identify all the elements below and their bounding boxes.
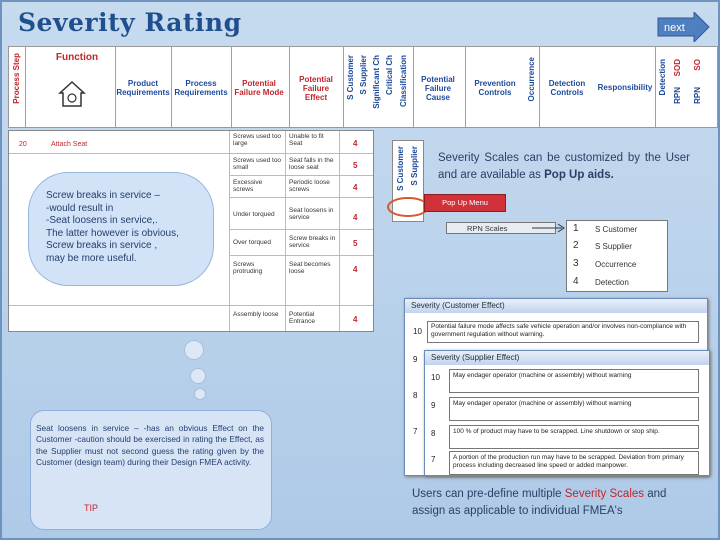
page-title: Severity Rating bbox=[18, 8, 242, 37]
row-7-severity[interactable]: 4 bbox=[353, 315, 358, 324]
bubble-line: The latter however is obvious, bbox=[46, 227, 179, 239]
dialog-row-number: 7 bbox=[413, 427, 418, 436]
header-potential-failure-effect: Potential Failure Effect bbox=[299, 75, 333, 102]
menu-item-detection[interactable] bbox=[567, 274, 667, 291]
fmea-header-sheet bbox=[8, 46, 718, 128]
note-customizable bbox=[438, 150, 690, 184]
note-predefine-suffix: and assign as applicable to individual FMEA's bbox=[412, 488, 667, 517]
bubble-dot bbox=[194, 388, 206, 400]
header-function: Function bbox=[55, 52, 99, 63]
dialog-title: Severity (Supplier Effect) bbox=[425, 351, 709, 365]
arrow-right-icon bbox=[532, 222, 568, 234]
header-s-customer: S Customer bbox=[346, 55, 355, 100]
next-button-label[interactable]: next bbox=[664, 22, 685, 34]
header-process-step: Process Step bbox=[12, 53, 21, 104]
tip-text: Seat loosens in service – -has an obvious Effect on the Customer -caution should be exercised in rating the Effect, as the Supplier must not second guess the rating given by the Customer (design team) during their Design FMEA activity. bbox=[36, 423, 264, 467]
dialog-row-text: A portion of the production run may have to be scrapped. Deviation from primary process including decreased line speed or added manpower. bbox=[453, 454, 684, 469]
menu-item-occurrence[interactable] bbox=[567, 256, 667, 273]
severity-scales-menu bbox=[566, 220, 668, 292]
step-number: 20 bbox=[19, 141, 27, 148]
header-classification: Classification bbox=[399, 55, 408, 108]
house-icon bbox=[57, 79, 87, 109]
menu-item-label: Detection bbox=[595, 278, 629, 287]
note-predefine bbox=[412, 486, 692, 520]
row-5-effect: Screw breaks in service bbox=[289, 235, 336, 249]
tip-label: TIP bbox=[84, 503, 99, 513]
dialog-row-number: 9 bbox=[413, 355, 418, 364]
menu-item-label: Occurrence bbox=[595, 260, 637, 269]
header-so: SO bbox=[693, 59, 702, 71]
header-sod: SOD bbox=[673, 59, 682, 77]
row-4-effect: Seat loosens in service bbox=[289, 207, 334, 221]
row-6-effect: Seat becomes loose bbox=[289, 261, 331, 275]
row-5-mode: Over torqued bbox=[233, 239, 271, 246]
row-5-severity[interactable]: 5 bbox=[353, 239, 358, 248]
pop-up-menu-button[interactable]: Pop Up Menu bbox=[424, 194, 506, 212]
menu-item-label: S Customer bbox=[595, 225, 638, 234]
row-4-severity[interactable]: 4 bbox=[353, 213, 358, 222]
step-name: Attach Seat bbox=[51, 141, 88, 148]
row-2-mode: Screws used too small bbox=[233, 157, 282, 171]
header-potential-failure-cause: Potential Failure Cause bbox=[421, 75, 455, 102]
header-occurrence: Occurrence bbox=[527, 57, 536, 102]
row-6-severity[interactable]: 4 bbox=[353, 265, 358, 274]
row-7-mode: Assembly loose bbox=[233, 311, 279, 318]
row-1-mode: Screws used too large bbox=[233, 133, 282, 147]
dialog-row-text: May endager operator (machine or assembly) without warning bbox=[453, 372, 632, 379]
header-prevention-controls: Prevention Controls bbox=[474, 79, 516, 97]
menu-item-number: 3 bbox=[573, 258, 579, 269]
dialog-row-number: 7 bbox=[431, 455, 436, 464]
thought-bubble-text bbox=[46, 190, 206, 265]
header-potential-failure-mode: Potential Failure Mode bbox=[234, 79, 284, 97]
bubble-line: Screw breaks in service , bbox=[46, 240, 158, 251]
header-significant-ch: Significant Ch bbox=[372, 55, 381, 109]
menu-item-number: 2 bbox=[573, 240, 579, 251]
row-2-severity[interactable]: 5 bbox=[353, 161, 358, 170]
row-3-severity[interactable]: 4 bbox=[353, 183, 358, 192]
menu-item-s-supplier[interactable] bbox=[567, 238, 667, 255]
bubble-line: -would result in bbox=[46, 202, 114, 214]
rpn-scales-button[interactable]: RPN Scales bbox=[446, 222, 556, 234]
menu-item-number: 4 bbox=[573, 276, 579, 287]
row-1-severity[interactable]: 4 bbox=[353, 139, 358, 148]
note-predefine-prefix: Users can pre-define multiple bbox=[412, 488, 565, 500]
dialog-row-number: 9 bbox=[431, 401, 436, 410]
row-2-effect: Seat falls in the loose seat bbox=[289, 157, 334, 171]
row-1-effect: Unable to fit Seat bbox=[289, 133, 324, 147]
dialog-row-number: 10 bbox=[431, 373, 440, 382]
note-customizable-bold: Pop Up aids. bbox=[544, 169, 614, 181]
bubble-line: -Seat loosens in service,. bbox=[46, 215, 158, 226]
dialog-row-number: 8 bbox=[431, 429, 436, 438]
dialog-row-text: 100 % of product may have to be scrapped. Line shutdown or stop ship. bbox=[453, 428, 660, 435]
header-process-requirements: Process Requirements bbox=[174, 79, 228, 97]
note-predefine-highlight: Severity Scales bbox=[564, 488, 645, 500]
header-critical-ch: Critical Ch bbox=[385, 55, 394, 96]
header-detection-controls: Detection Controls bbox=[548, 79, 586, 97]
menu-item-label: S Supplier bbox=[595, 242, 632, 251]
header-s-supplier: S Supplier bbox=[359, 55, 368, 95]
dialog-title: Severity (Customer Effect) bbox=[405, 299, 707, 313]
row-6-mode: Screws protruding bbox=[233, 261, 263, 275]
header-detection: Detection bbox=[658, 59, 667, 96]
severity-supplier-dialog bbox=[424, 350, 710, 476]
menu-item-s-customer[interactable] bbox=[567, 221, 667, 238]
dialog-row-text: Potential failure mode affects safe vehicle operation and/or involves non-compliance with government regulation without warning. bbox=[431, 323, 687, 338]
header-responsibility: Responsibility bbox=[597, 83, 653, 92]
row-7-effect: Potential Entrance bbox=[289, 311, 316, 325]
menu-item-number: 1 bbox=[573, 223, 579, 234]
header-rpn-2: RPN bbox=[693, 87, 702, 104]
dialog-row-text: May endager operator (machine or assembly) without warning bbox=[453, 400, 632, 407]
bubble-dot bbox=[184, 340, 204, 360]
column-s-customer: S Customer bbox=[396, 146, 405, 191]
note-customizable-prefix: Severity Scales can be customized by the User and are available as bbox=[438, 152, 690, 181]
dialog-row-number: 8 bbox=[413, 391, 418, 400]
bubble-dot bbox=[190, 368, 206, 384]
bubble-line: may be more useful. bbox=[46, 252, 137, 264]
bubble-line: Screw breaks in service – bbox=[46, 190, 160, 201]
row-4-mode: Under torqued bbox=[233, 211, 275, 218]
row-3-mode: Excessive screws bbox=[233, 179, 263, 193]
column-s-supplier: S Supplier bbox=[410, 146, 419, 186]
row-3-effect: Periodic loose screws bbox=[289, 179, 330, 193]
dialog-row-number: 10 bbox=[413, 327, 422, 336]
header-product-requirements: Product Requirements bbox=[116, 79, 170, 97]
header-rpn: RPN bbox=[673, 87, 682, 104]
